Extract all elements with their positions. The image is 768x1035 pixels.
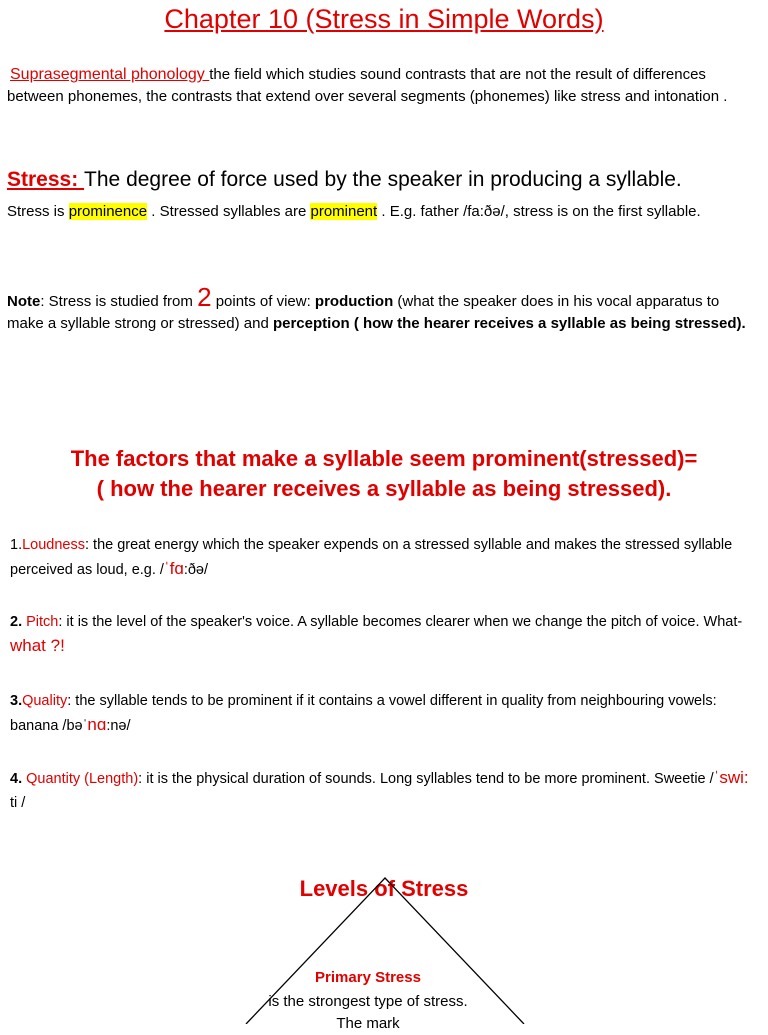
prominence-part3: . E.g. father /fa:ðə/, stress is on the first syllable. xyxy=(377,203,701,220)
primary-stress-label: Primary Stress xyxy=(315,969,421,986)
note-part3: (what the speaker does in his vocal apparatus to make a syllable strong or stressed) and xyxy=(7,293,720,332)
factor-label: Quality xyxy=(22,693,68,709)
factors-heading-line1: The factors that make a syllable seem prominent(stressed)= xyxy=(70,446,698,471)
factor-pitch xyxy=(10,610,755,659)
page-title: Chapter 10 (Stress in Simple Words) xyxy=(164,4,604,34)
factor-number: 3. xyxy=(10,693,23,709)
factor-label: Quantity (Length) xyxy=(26,771,139,787)
factor-number: 4. xyxy=(10,771,27,787)
factor-quality xyxy=(10,689,755,738)
note-production: production xyxy=(314,293,394,310)
factor-label: Loudness xyxy=(22,537,85,553)
prominence-part1: Stress is xyxy=(7,203,69,220)
note-perception: perception ( how the hearer receives a syllable as being stressed). xyxy=(272,315,746,332)
note-number: 2 xyxy=(197,282,212,312)
suprasegmental-paragraph xyxy=(7,64,759,108)
factor-quantity xyxy=(10,766,755,815)
note-part2: points of view: xyxy=(211,293,315,310)
factors-heading xyxy=(0,444,768,504)
factor-number: 1. xyxy=(10,537,23,553)
factor-ipa: what ?! xyxy=(10,636,65,655)
prominence-paragraph xyxy=(7,201,759,223)
stress-definition xyxy=(7,166,762,194)
factor-tail: ti / xyxy=(10,795,26,811)
factor-text: : the syllable tends to be prominent if it contains a vowel different in quality from neighbouring vowels: banana /bəˈ xyxy=(10,693,717,734)
note-paragraph xyxy=(7,282,759,335)
note-part1: : Stress is studied from xyxy=(40,293,198,310)
factor-loudness xyxy=(10,533,755,582)
factor-ipa: ˈswi xyxy=(713,768,744,787)
factor-number: 2. xyxy=(10,614,27,630)
factor-ipa: nɑ xyxy=(87,715,107,734)
primary-stress-text: is the strongest type of stress. The mark xyxy=(268,993,468,1032)
factor-label: Pitch xyxy=(26,614,59,630)
stress-term: Stress: xyxy=(7,168,85,191)
stress-definition-text: The degree of force used by the speaker in producing a syllable. xyxy=(84,168,682,191)
prominence-part2: . Stressed syllables are xyxy=(147,203,311,220)
factor-text: : it is the level of the speaker's voice. A syllable becomes clearer when we change the pitch of voice. What- xyxy=(58,614,743,630)
levels-heading: Levels of Stress xyxy=(299,876,469,901)
factor-ipa: ˈfɑ xyxy=(163,559,184,578)
suprasegmental-term: Suprasegmental phonology xyxy=(10,66,210,83)
note-label: Note xyxy=(7,293,41,310)
factor-text: : it is the physical duration of sounds. Long syllables tend to be more prominent. Sweetie / xyxy=(138,771,714,787)
factor-ipa-length: : xyxy=(743,768,749,787)
suprasegmental-text: the field which studies sound contrasts that are not the result of differences between phonemes, the contrasts that extend over several segments (phonemes) like stress and intonation . xyxy=(7,66,728,105)
prominence-highlight: prominence xyxy=(68,203,148,220)
prominent-highlight: prominent xyxy=(310,203,378,220)
factors-heading-line2: ( how the hearer receives a syllable as being stressed). xyxy=(96,476,672,501)
factor-tail: :nə/ xyxy=(106,718,131,734)
factor-tail: :ðə/ xyxy=(183,562,208,578)
factor-text: : the great energy which the speaker expends on a stressed syllable and makes the stressed syllable perceived as loud, e.g. / xyxy=(10,537,733,578)
